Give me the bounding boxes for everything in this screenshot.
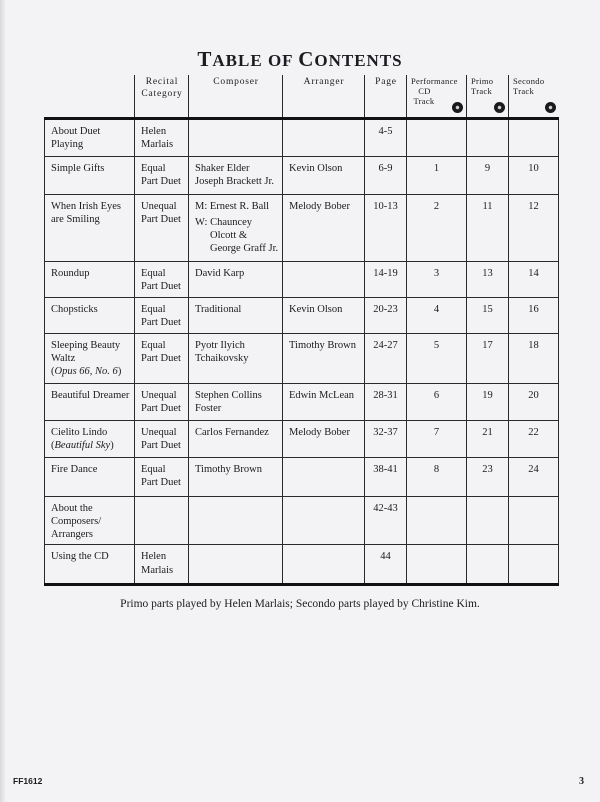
row-secondo-track: 10 [509, 157, 559, 195]
header-primo-track: Primo Track [467, 75, 509, 119]
row-primo-track [467, 545, 509, 585]
row-arranger [283, 545, 365, 585]
row-cd-track: 5 [407, 334, 467, 384]
row-page: 24-27 [365, 334, 407, 384]
row-title: When Irish Eyes are Smiling [45, 195, 135, 262]
row-title: Fire Dance [45, 458, 135, 497]
row-cd-track [407, 545, 467, 585]
row-cd-track: 3 [407, 262, 467, 298]
row-composer: Carlos Fernandez [189, 421, 283, 458]
row-composer: Traditional [189, 298, 283, 334]
page-edge-shadow [0, 0, 6, 802]
row-page: 20-23 [365, 298, 407, 334]
row-cd-track: 1 [407, 157, 467, 195]
row-arranger: Kevin Olson [283, 157, 365, 195]
cd-disc-icon [545, 102, 556, 113]
header-row [45, 75, 559, 119]
row-primo-track: 15 [467, 298, 509, 334]
row-arranger: Melody Bober [283, 195, 365, 262]
row-primo-track: 21 [467, 421, 509, 458]
row-composer [189, 497, 283, 545]
table-row [45, 195, 559, 262]
row-primo-track: 17 [467, 334, 509, 384]
row-arranger: Edwin McLean [283, 384, 365, 421]
row-composer: Stephen Collins Foster [189, 384, 283, 421]
row-secondo-track [509, 545, 559, 585]
header-secondo-track: Secondo Track [509, 75, 559, 119]
row-cd-track: 8 [407, 458, 467, 497]
row-arranger [283, 497, 365, 545]
performers-note: Primo parts played by Helen Marlais; Secondo parts played by Christine Kim. [120, 598, 480, 610]
row-title: Sleeping Beauty Waltz (Opus 66, No. 6) [45, 334, 135, 384]
row-category: Unequal Part Duet [135, 421, 189, 458]
header-recital-category: Recital Category [135, 75, 189, 119]
row-page: 14-19 [365, 262, 407, 298]
header-performance-cd-track: Performance CD Track [407, 75, 467, 119]
row-arranger [283, 262, 365, 298]
header-composer: Composer [189, 75, 283, 119]
row-title: Chopsticks [45, 298, 135, 334]
row-category: Equal Part Duet [135, 157, 189, 195]
row-page: 10-13 [365, 195, 407, 262]
header-page: Page [365, 75, 407, 119]
page-number: 3 [579, 776, 584, 787]
row-composer: M: Ernest R. Ball W: Chauncey Olcott & George Graff Jr. [189, 195, 283, 262]
row-composer [189, 119, 283, 157]
table-row [45, 334, 559, 384]
row-primo-track: 13 [467, 262, 509, 298]
row-secondo-track: 16 [509, 298, 559, 334]
row-category: Helen Marlais [135, 545, 189, 585]
row-secondo-track [509, 497, 559, 545]
row-composer: Pyotr Ilyich Tchaikovsky [189, 334, 283, 384]
header-title [45, 75, 135, 119]
row-page: 42-43 [365, 497, 407, 545]
row-secondo-track [509, 119, 559, 157]
row-secondo-track: 18 [509, 334, 559, 384]
row-secondo-track: 24 [509, 458, 559, 497]
row-title: Simple Gifts [45, 157, 135, 195]
row-secondo-track: 12 [509, 195, 559, 262]
row-title: Beautiful Dreamer [45, 384, 135, 421]
table-row [45, 262, 559, 298]
row-category: Equal Part Duet [135, 458, 189, 497]
row-secondo-track: 14 [509, 262, 559, 298]
row-arranger [283, 119, 365, 157]
row-title: Cielito Lindo (Beautiful Sky) [45, 421, 135, 458]
row-category: Equal Part Duet [135, 334, 189, 384]
row-cd-track: 2 [407, 195, 467, 262]
row-title: Using the CD [45, 545, 135, 585]
row-primo-track: 19 [467, 384, 509, 421]
row-category [135, 497, 189, 545]
cd-disc-icon [494, 102, 505, 113]
row-category: Unequal Part Duet [135, 384, 189, 421]
header-arranger: Arranger [283, 75, 365, 119]
row-cd-track: 4 [407, 298, 467, 334]
row-secondo-track: 20 [509, 384, 559, 421]
row-primo-track [467, 119, 509, 157]
row-composer: David Karp [189, 262, 283, 298]
row-page: 6-9 [365, 157, 407, 195]
contents-table [44, 75, 559, 586]
row-category: Equal Part Duet [135, 262, 189, 298]
page-title: TABLE OF CONTENTS [197, 47, 403, 71]
row-composer: Shaker Elder Joseph Brackett Jr. [189, 157, 283, 195]
row-arranger: Melody Bober [283, 421, 365, 458]
table-row [45, 119, 559, 157]
row-category: Helen Marlais [135, 119, 189, 157]
row-cd-track [407, 119, 467, 157]
row-title: About Duet Playing [45, 119, 135, 157]
row-primo-track: 11 [467, 195, 509, 262]
row-composer [189, 545, 283, 585]
table-row [45, 384, 559, 421]
row-title: Roundup [45, 262, 135, 298]
row-cd-track [407, 497, 467, 545]
table-row [45, 545, 559, 585]
catalog-code: FF1612 [13, 776, 43, 786]
row-category: Unequal Part Duet [135, 195, 189, 262]
row-page: 4-5 [365, 119, 407, 157]
table-row [45, 298, 559, 334]
table-row [45, 497, 559, 545]
row-arranger [283, 458, 365, 497]
row-primo-track: 9 [467, 157, 509, 195]
row-cd-track: 7 [407, 421, 467, 458]
row-category: Equal Part Duet [135, 298, 189, 334]
row-page: 32-37 [365, 421, 407, 458]
table-row [45, 157, 559, 195]
row-primo-track: 23 [467, 458, 509, 497]
row-secondo-track: 22 [509, 421, 559, 458]
row-title: About the Composers/ Arrangers [45, 497, 135, 545]
cd-disc-icon [452, 102, 463, 113]
row-page: 44 [365, 545, 407, 585]
table-row [45, 421, 559, 458]
row-arranger: Timothy Brown [283, 334, 365, 384]
table-row [45, 458, 559, 497]
row-composer: Timothy Brown [189, 458, 283, 497]
row-page: 28-31 [365, 384, 407, 421]
row-primo-track [467, 497, 509, 545]
row-cd-track: 6 [407, 384, 467, 421]
row-arranger: Kevin Olson [283, 298, 365, 334]
row-page: 38-41 [365, 458, 407, 497]
